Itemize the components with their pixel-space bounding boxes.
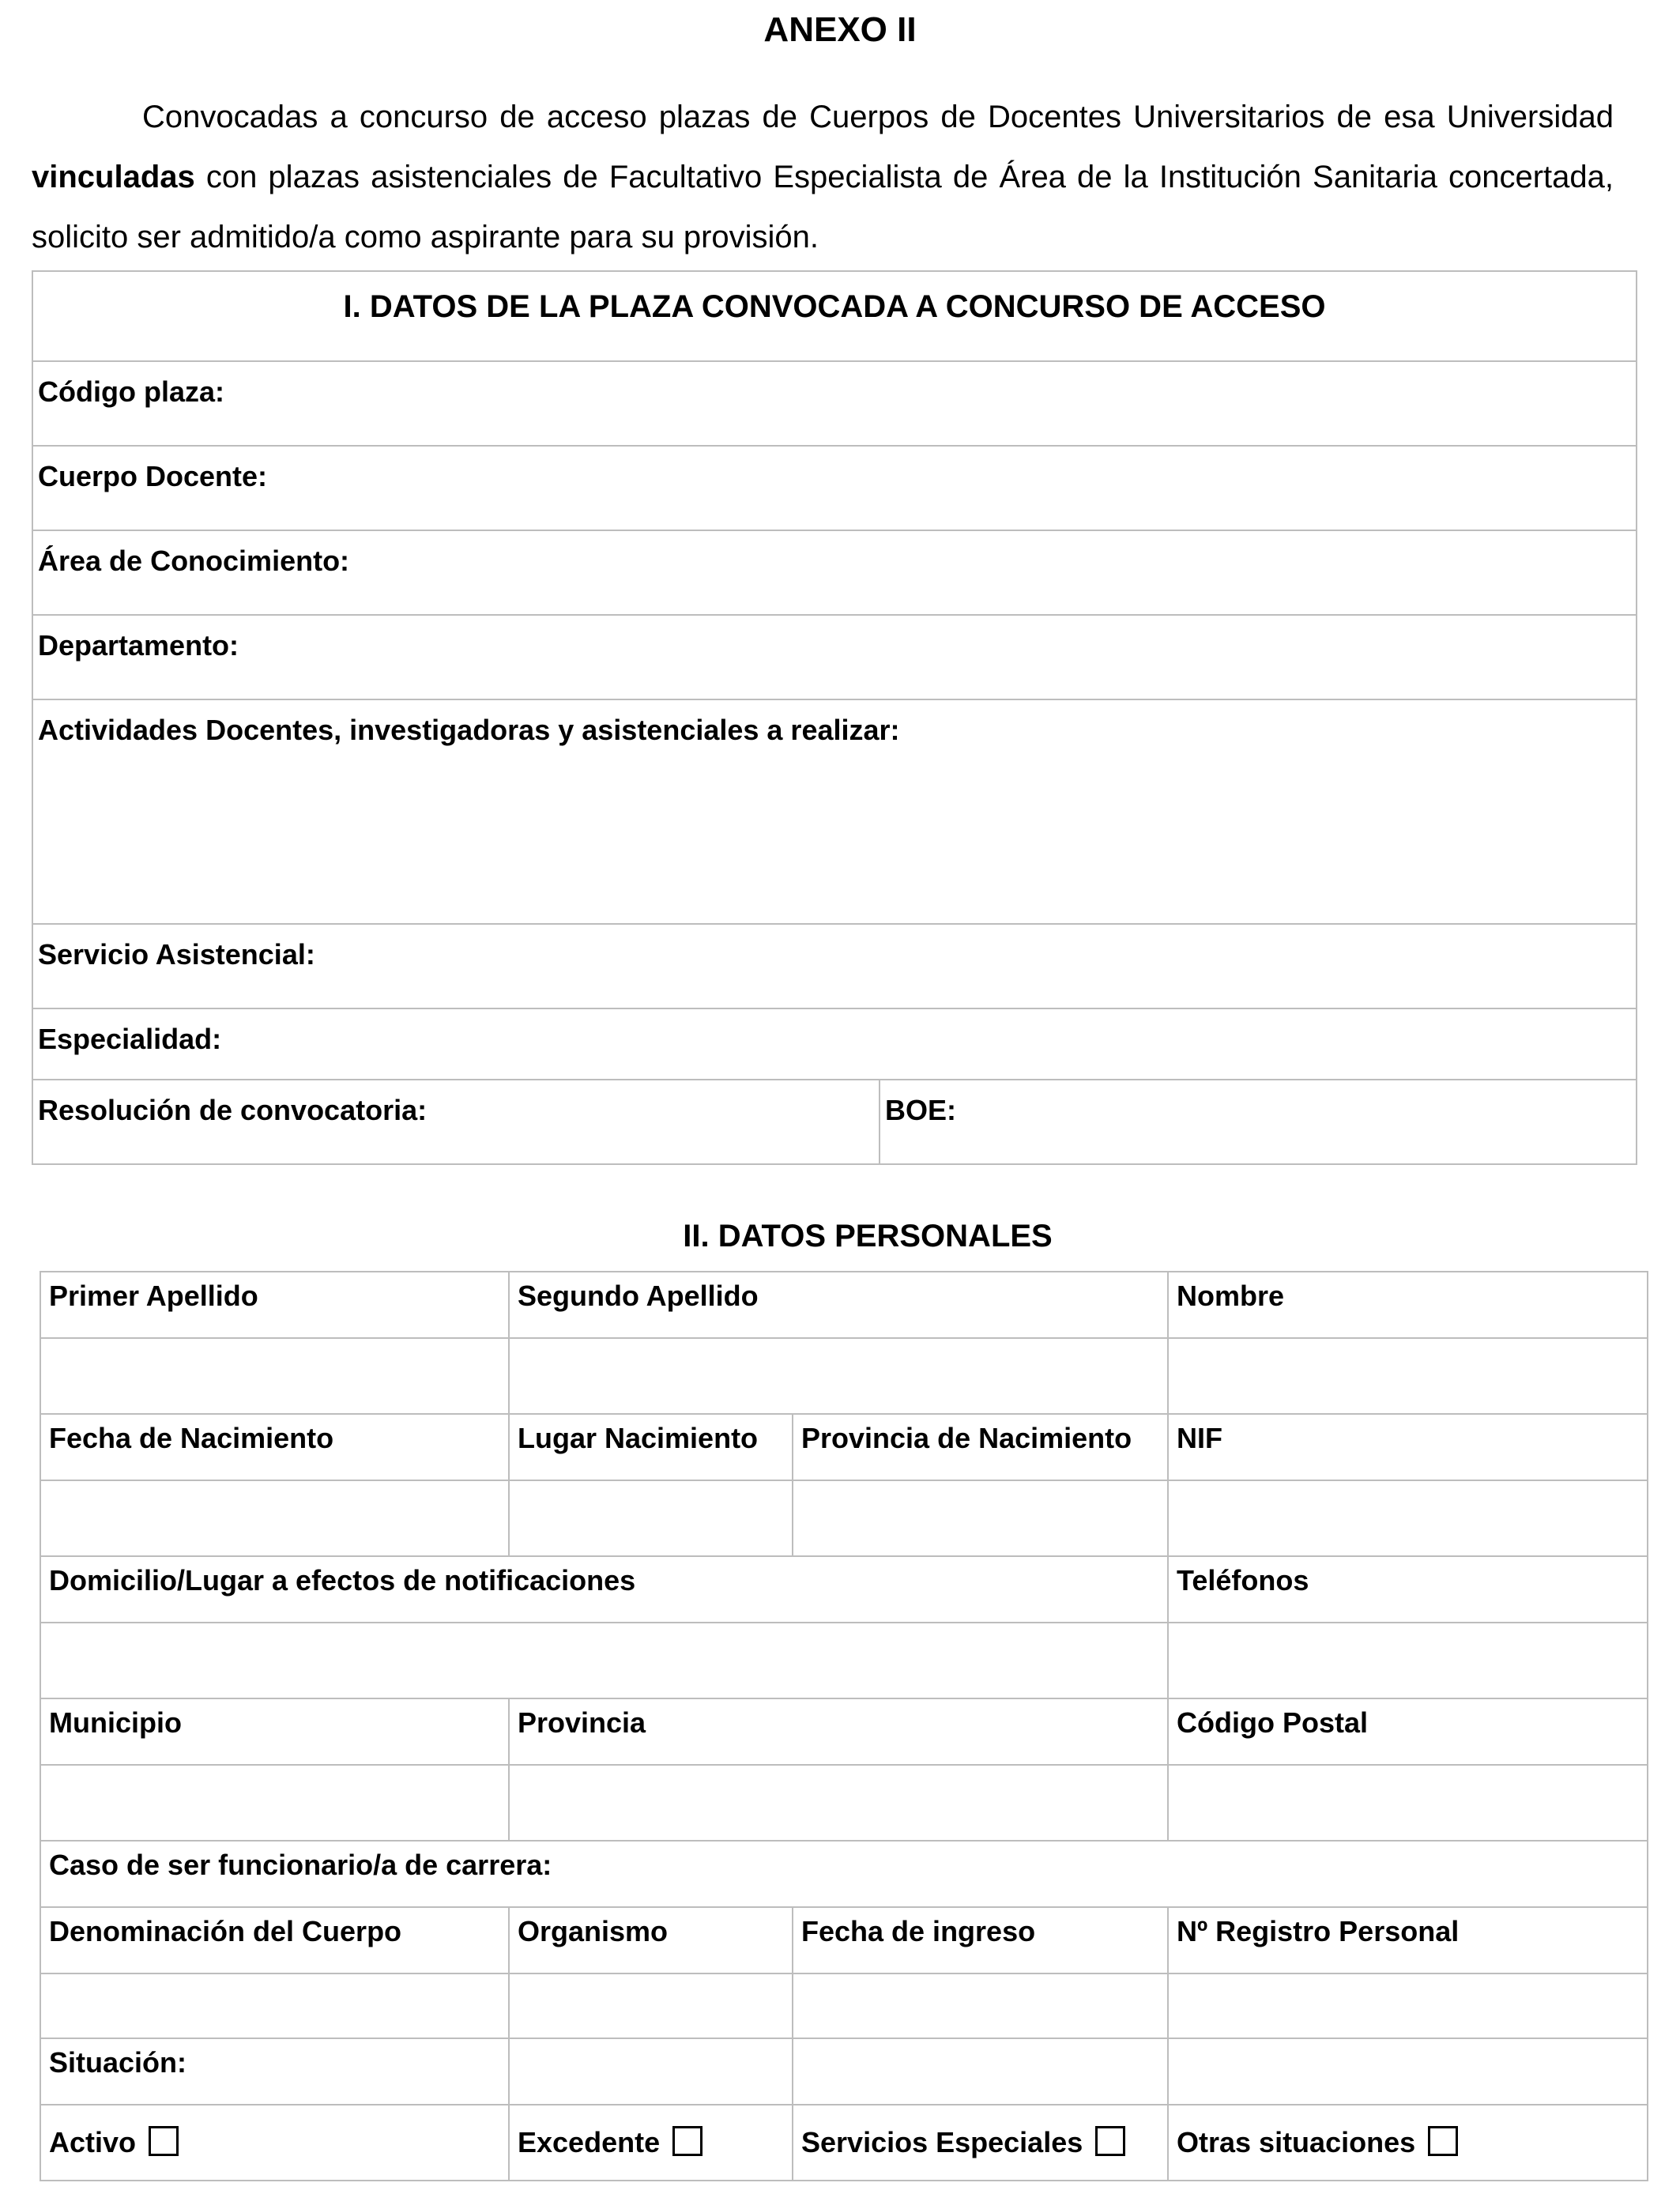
- plaza-data-table: [32, 270, 1637, 1165]
- excedente-option: [509, 2105, 793, 2181]
- servicios-especiales-label: Servicios Especiales: [801, 2126, 1083, 2158]
- provincia-nacimiento-input[interactable]: [793, 1480, 1168, 1556]
- primer-apellido-input[interactable]: [40, 1338, 509, 1414]
- personal-data-table: [40, 1271, 1648, 2181]
- codigo-plaza-field[interactable]: [32, 361, 1637, 446]
- cuerpo-docente-field[interactable]: [32, 446, 1637, 530]
- resolucion-convocatoria-label: Resolución de convocatoria:: [38, 1094, 428, 1126]
- municipio-label: Municipio: [40, 1698, 509, 1765]
- registro-personal-label: Nº Registro Personal: [1168, 1907, 1648, 1973]
- situacion-cell-4: [1168, 2038, 1648, 2105]
- otras-situaciones-option: [1168, 2105, 1648, 2181]
- servicios-especiales-checkbox[interactable]: [1095, 2126, 1125, 2156]
- resolucion-convocatoria-field[interactable]: [32, 1080, 880, 1164]
- fecha-nacimiento-label: Fecha de Nacimiento: [40, 1414, 509, 1480]
- segundo-apellido-label: Segundo Apellido: [509, 1272, 1168, 1338]
- intro-bold-word: vinculadas: [32, 160, 195, 194]
- nombre-input[interactable]: [1168, 1338, 1648, 1414]
- domicilio-input[interactable]: [40, 1623, 1168, 1698]
- activo-option: [40, 2105, 509, 2181]
- provincia-nacimiento-label: Provincia de Nacimiento: [793, 1414, 1168, 1480]
- lugar-nacimiento-label: Lugar Nacimiento: [509, 1414, 793, 1480]
- situacion-cell-3: [793, 2038, 1168, 2105]
- fecha-ingreso-input[interactable]: [793, 1973, 1168, 2038]
- intro-paragraph: [32, 87, 1614, 267]
- denominacion-cuerpo-input[interactable]: [40, 1973, 509, 2038]
- especialidad-field[interactable]: [32, 1008, 1637, 1080]
- departamento-label: Departamento:: [38, 629, 239, 662]
- excedente-label: Excedente: [518, 2126, 661, 2158]
- telefonos-input[interactable]: [1168, 1623, 1648, 1698]
- intro-text-2: con plazas asistenciales de Facultativo Especialista de Área de la Institución Sanitaria concertada, solicito ser admitido/a como aspirante para su provisión.: [32, 160, 1614, 254]
- lugar-nacimiento-input[interactable]: [509, 1480, 793, 1556]
- servicios-especiales-option: [793, 2105, 1168, 2181]
- activo-label: Activo: [49, 2126, 137, 2158]
- situacion-cell-2: [509, 2038, 793, 2105]
- codigo-plaza-label: Código plaza:: [38, 375, 224, 408]
- segundo-apellido-input[interactable]: [509, 1338, 1168, 1414]
- fecha-nacimiento-input[interactable]: [40, 1480, 509, 1556]
- section1-heading: I. DATOS DE LA PLAZA CONVOCADA A CONCURSO DE ACCESO: [32, 271, 1637, 361]
- servicio-asistencial-field[interactable]: [32, 924, 1637, 1008]
- nombre-label: Nombre: [1168, 1272, 1648, 1338]
- codigo-postal-label: Código Postal: [1168, 1698, 1648, 1765]
- especialidad-label: Especialidad:: [38, 1023, 222, 1055]
- cuerpo-docente-label: Cuerpo Docente:: [38, 460, 268, 492]
- excedente-checkbox[interactable]: [672, 2126, 703, 2156]
- situacion-label: Situación:: [40, 2038, 509, 2105]
- departamento-field[interactable]: [32, 615, 1637, 699]
- servicio-asistencial-label: Servicio Asistencial:: [38, 938, 315, 971]
- document-title: ANEXO II: [763, 10, 917, 49]
- domicilio-label: Domicilio/Lugar a efectos de notificaciones: [40, 1556, 1168, 1623]
- otras-situaciones-label: Otras situaciones: [1177, 2126, 1416, 2158]
- nif-label: NIF: [1168, 1414, 1648, 1480]
- otras-situaciones-checkbox[interactable]: [1428, 2126, 1458, 2156]
- boe-field[interactable]: [880, 1080, 1637, 1164]
- fecha-ingreso-label: Fecha de ingreso: [793, 1907, 1168, 1973]
- registro-personal-input[interactable]: [1168, 1973, 1648, 2038]
- organismo-input[interactable]: [509, 1973, 793, 2038]
- activo-checkbox[interactable]: [149, 2126, 179, 2156]
- municipio-input[interactable]: [40, 1765, 509, 1841]
- provincia-label: Provincia: [509, 1698, 1168, 1765]
- section2-heading: II. DATOS PERSONALES: [683, 1219, 1053, 1253]
- actividades-field[interactable]: [32, 699, 1637, 924]
- nif-input[interactable]: [1168, 1480, 1648, 1556]
- funcionario-label: Caso de ser funcionario/a de carrera:: [40, 1841, 1648, 1907]
- codigo-postal-input[interactable]: [1168, 1765, 1648, 1841]
- actividades-label: Actividades Docentes, investigadoras y asistenciales a realizar:: [38, 714, 900, 746]
- provincia-input[interactable]: [509, 1765, 1168, 1841]
- telefonos-label: Teléfonos: [1168, 1556, 1648, 1623]
- organismo-label: Organismo: [509, 1907, 793, 1973]
- area-conocimiento-label: Área de Conocimiento:: [38, 545, 350, 577]
- boe-label: BOE:: [885, 1094, 956, 1126]
- area-conocimiento-field[interactable]: [32, 530, 1637, 615]
- primer-apellido-label: Primer Apellido: [40, 1272, 509, 1338]
- intro-text-1: Convocadas a concurso de acceso plazas de Cuerpos de Docentes Universitarios de esa Universidad: [142, 100, 1614, 134]
- denominacion-cuerpo-label: Denominación del Cuerpo: [40, 1907, 509, 1973]
